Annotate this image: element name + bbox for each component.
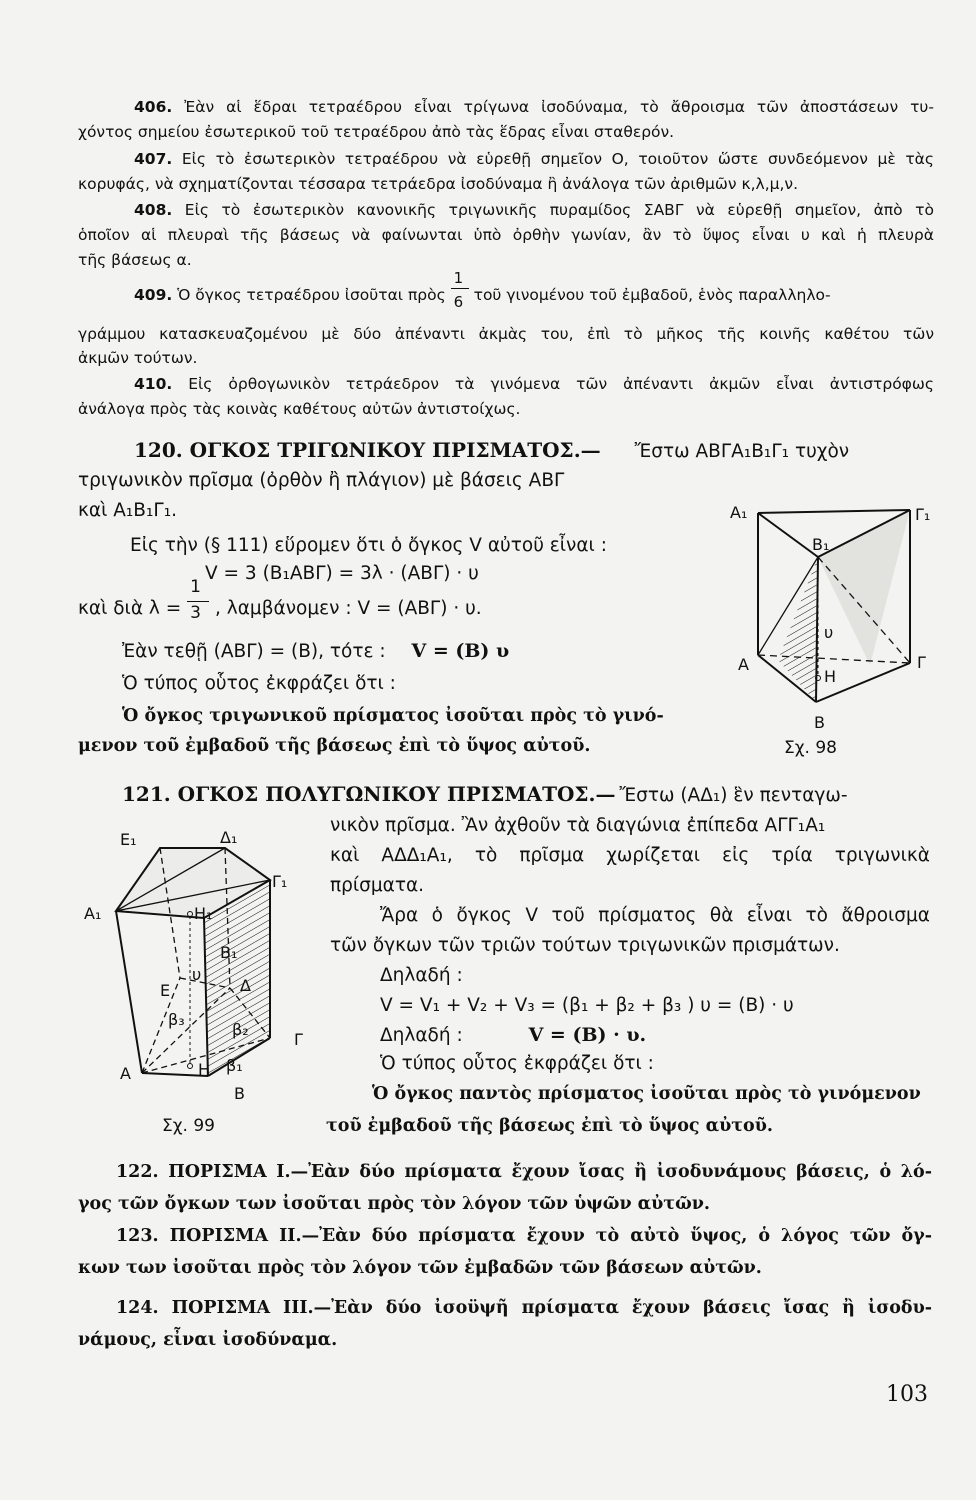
label-e: Ε bbox=[160, 981, 171, 1000]
exercise-text: γράμμου κατασκευαζομένου μὲ δύο ἀπέναντι ἀκμὰς του, ἐπὶ τὸ μῆκος τῆς κοινῆς καθέτου τῶν bbox=[78, 325, 934, 343]
section-text: καὶ διὰ λ = bbox=[78, 598, 182, 619]
label-a1: Α₁ bbox=[84, 904, 102, 923]
section-text: , λαμβάνομεν : V = (ΑΒΓ) · υ. bbox=[215, 598, 482, 619]
exercise-number: 410. bbox=[134, 375, 173, 393]
section-text: Ἐὰν τεθῇ (ΑΒΓ) = (Β), τότε : bbox=[122, 641, 386, 662]
corollary-text: 123. ΠΟΡΙΣΜΑ ΙΙ.—Ἐὰν δύο πρίσματα ἔχουν τὸ αὐτὸ ὕψος, ὁ λόγος τῶν ὄγ- bbox=[116, 1226, 932, 1246]
key-formula: V = (B) υ bbox=[411, 640, 510, 662]
exercise-text: τοῦ γινομένου τοῦ ἐμβαδοῦ, ἑνὸς παραλληλο- bbox=[473, 286, 831, 304]
section-text: Εἰς τὴν (§ 111) εὕρομεν ὅτι ὁ ὄγκος V αὐτοῦ εἶναι : bbox=[130, 535, 607, 556]
section-heading: 120. ΟΓΚΟΣ ΤΡΙΓΩΝΙΚΟΥ ΠΡΙΣΜΑΤΟΣ.— bbox=[134, 438, 601, 462]
label-a1: Α₁ bbox=[730, 503, 748, 522]
section-heading: 121. ΟΓΚΟΣ ΠΟΛΥΓΩΝΙΚΟΥ ΠΡΙΣΜΑΤΟΣ.— bbox=[122, 782, 616, 806]
fraction-one-sixth: $\frac{1}{6}$ bbox=[451, 286, 469, 306]
theorem-text: τοῦ ἐμβαδοῦ τῆς βάσεως ἐπὶ τὸ ὕψος αὐτοῦ. bbox=[326, 1116, 773, 1136]
exercise-text: Ὁ ὄγκος τετραέδρου ἰσοῦται πρὸς bbox=[177, 286, 446, 304]
fraction-one-third: $\frac{1}{3}$ bbox=[187, 599, 209, 619]
label-a: Α bbox=[738, 655, 749, 674]
key-formula: V = (B) · υ. bbox=[528, 1024, 647, 1046]
exercise-text: ἀνάλογα πρὸς τὰς κοινὰς καθέτους αὐτῶν ἀντιστοίχως. bbox=[78, 400, 521, 418]
figure-caption: Σχ. 98 bbox=[784, 738, 838, 758]
label-b1: Β₁ bbox=[812, 535, 830, 554]
label-b: Β bbox=[234, 1084, 245, 1103]
corollary-text: νάμους, εἶναι ἰσοδύναμα. bbox=[78, 1330, 338, 1350]
pentagonal-prism-diagram bbox=[80, 828, 325, 1143]
formula: V = V₁ + V₂ + V₃ = (β₁ + β₂ + β₃ ) υ = (Β) · υ bbox=[380, 995, 794, 1016]
section-text: Δηλαδή : bbox=[380, 1025, 463, 1046]
section-text: Δηλαδή : bbox=[380, 965, 463, 986]
exercise-text: ὁποῖον αἱ πλευραὶ τῆς βάσεως νὰ φαίνωνται ὑπὸ ὀρθὴν γωνίαν, ἂν τὸ ὕψος εἶναι υ καὶ ἡ πλευρὰ bbox=[78, 226, 934, 244]
section-text: Ἔστω (ΑΔ₁) ἓν πενταγω- bbox=[619, 785, 848, 806]
formula-line bbox=[78, 577, 482, 623]
theorem-text: μενον τοῦ ἐμβαδοῦ τῆς βάσεως ἐπὶ τὸ ὕψος αὐτοῦ. bbox=[78, 736, 591, 756]
exercise-number: 408. bbox=[134, 201, 173, 219]
exercise-text: Εἰς τὸ ἐσωτερικὸν κανονικῆς τριγωνικῆς πυραμίδος ΣΑΒΓ νὰ εὑρεθῇ σημεῖον, ἀπὸ τὸ bbox=[184, 201, 934, 219]
label-b3: β₃ bbox=[168, 1010, 185, 1029]
exercise-number: 406. bbox=[134, 98, 173, 116]
label-g1: Γ₁ bbox=[915, 505, 931, 524]
figure-caption: Σχ. 99 bbox=[162, 1116, 216, 1136]
corollary-text: 122. ΠΟΡΙΣΜΑ Ι.—Ἐὰν δύο πρίσματα ἔχουν ἴσας ἢ ἰσοδυνάμους βάσεις, ὁ λό- bbox=[116, 1162, 932, 1182]
corollary-text: γος τῶν ὄγκων των ἰσοῦται πρὸς τὸν λόγον τῶν ὑψῶν αὐτῶν. bbox=[78, 1194, 710, 1214]
section-text: καὶ ΑΔΔ₁Α₁, τὸ πρῖσμα χωρίζεται εἰς τρία τριγωνικὰ bbox=[330, 845, 930, 866]
label-g: Γ bbox=[294, 1030, 303, 1049]
exercise-text: Ἐὰν αἱ ἕδραι τετραέδρου εἶναι τρίγωνα ἰσοδύναμα, τὸ ἄθροισμα τῶν ἀποστάσεων τυ- bbox=[184, 98, 934, 116]
corollary-text: κων των ἰσοῦται πρὸς τὸν λόγον τῶν ἐμβαδῶν τῶν βάσεων αὐτῶν. bbox=[78, 1258, 762, 1278]
exercise-text: ἀκμῶν τούτων. bbox=[78, 349, 198, 367]
theorem-text: Ὁ ὄγκος παντὸς πρίσματος ἰσοῦται πρὸς τὸ γινόμενον bbox=[372, 1084, 921, 1104]
label-b1-base: β₁ bbox=[226, 1056, 243, 1075]
section-text: Ἔστω ΑΒΓΑ₁Β₁Γ₁ τυχὸν bbox=[634, 441, 850, 462]
exercise-text: χόντος σημείου ἐσωτερικοῦ τοῦ τετραέδρου ἀπὸ τὰς ἕδρας εἶναι σταθερόν. bbox=[78, 123, 675, 141]
section-text: τῶν ὄγκων τῶν τριῶν τούτων τριγωνικῶν πρισμάτων. bbox=[330, 935, 840, 956]
exercise-number: 409. bbox=[134, 286, 173, 304]
label-d: Δ bbox=[240, 976, 251, 995]
section-text: τριγωνικὸν πρῖσμα (ὀρθὸν ἢ πλάγιον) μὲ βάσεις ΑΒΓ bbox=[78, 470, 565, 491]
exercise-text: Εἰς τὸ ἐσωτερικὸν τετραέδρου νὰ εὑρεθῇ σημεῖον Ο, τοιοῦτον ὥστε συνδεόμενον μὲ τὰς bbox=[181, 150, 934, 168]
label-d1: Δ₁ bbox=[220, 828, 238, 847]
formula: V = 3 (Β₁ΑΒΓ) = 3λ · (ΑΒΓ) · υ bbox=[205, 563, 479, 584]
label-u: υ bbox=[192, 965, 202, 984]
label-g1: Γ₁ bbox=[272, 872, 288, 891]
exercise-number: 407. bbox=[134, 150, 173, 168]
section-text: νικὸν πρῖσμα. Ἂν ἀχθοῦν τὰ διαγώνια ἐπίπεδα ΑΓΓ₁Α₁ bbox=[330, 815, 826, 836]
section-text: πρίσματα. bbox=[330, 875, 425, 896]
figure-98 bbox=[720, 495, 940, 765]
label-h: Η bbox=[824, 667, 837, 686]
label-a: Α bbox=[120, 1064, 131, 1083]
figure-99 bbox=[80, 828, 325, 1143]
label-h1: Η₁ bbox=[194, 904, 213, 923]
page-number: 103 bbox=[886, 1382, 928, 1407]
corollary-text: 124. ΠΟΡΙΣΜΑ ΙΙΙ.—Ἐὰν δύο ἰσοϋψῆ πρίσματα ἔχουν βάσεις ἴσας ἢ ἰσοδυ- bbox=[116, 1298, 932, 1318]
label-b: Β bbox=[814, 713, 825, 732]
exercise-text: τῆς βάσεως α. bbox=[78, 251, 192, 269]
section-text: Ὁ τύπος οὗτος ἐκφράζει ὅτι : bbox=[122, 673, 396, 694]
exercise-text: κορυφάς, νὰ σχηματίζονται τέσσαρα τετράεδρα ἰσοδύναμα ἢ ἀνάλογα τῶν ἀριθμῶν κ,λ,μ,ν. bbox=[78, 175, 799, 193]
section-text: Ὁ τύπος οὗτος ἐκφράζει ὅτι : bbox=[380, 1053, 654, 1074]
label-g: Γ bbox=[917, 653, 926, 672]
label-h: Η bbox=[198, 1060, 211, 1079]
label-e1: Ε₁ bbox=[120, 830, 137, 849]
theorem-text: Ὁ ὄγκος τριγωνικοῦ πρίσματος ἰσοῦται πρὸς τὸ γινό- bbox=[122, 706, 664, 726]
label-u: υ bbox=[824, 623, 834, 642]
label-b1-top: Β₁ bbox=[220, 943, 238, 962]
section-text: Ἄρα ὁ ὄγκος V τοῦ πρίσματος θὰ εἶναι τὸ ἄθροισμα bbox=[380, 905, 930, 926]
exercise-text: Εἰς ὀρθογωνικὸν τετράεδρον τὰ γινόμενα τῶν ἀπέναντι ἀκμῶν εἶναι ἀντιστρόφως bbox=[188, 375, 934, 393]
section-text: καὶ Α₁Β₁Γ₁. bbox=[78, 500, 178, 521]
label-b2: β₂ bbox=[232, 1020, 249, 1039]
